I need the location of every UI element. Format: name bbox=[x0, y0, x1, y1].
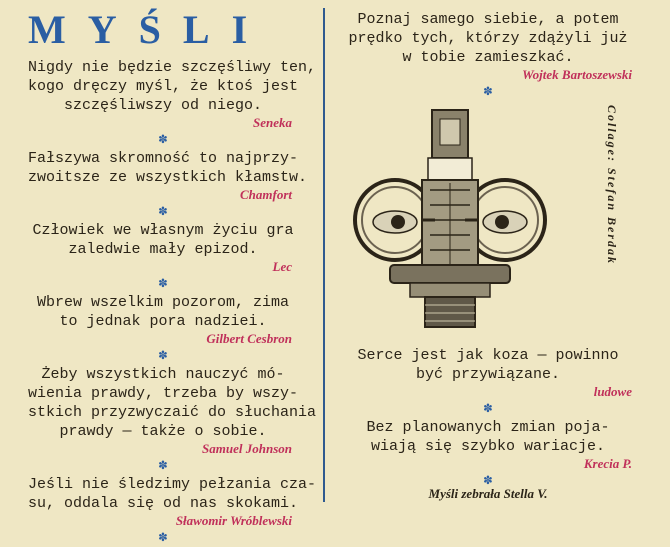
quote-block-6 bbox=[28, 475, 317, 547]
compiler-credit: Myśli zebrała Stella V. bbox=[428, 486, 548, 501]
asterisk-separator-icon: ✽ bbox=[158, 132, 168, 148]
asterisk-separator-icon: ✽ bbox=[158, 530, 168, 546]
asterisk-separator-icon: ✽ bbox=[158, 458, 168, 474]
quote-text: Poznaj samego siebie, a potem prędko tych, którzy zdążyli już w tobie zamieszkać. bbox=[348, 11, 628, 66]
quote-block-3 bbox=[28, 221, 298, 293]
quote-text: Wbrew wszelkim pozorom, zima to jednak pora nadziei. bbox=[36, 294, 290, 330]
quote-block-2 bbox=[28, 149, 308, 221]
quote-block-4 bbox=[28, 293, 298, 365]
quote-text: Żeby wszystkich nauczyć mó- wienia prawdy, trzeba by wszy- stkich przyzwyczaić do słuchania prawdy — także o sobie. bbox=[28, 366, 317, 440]
quote-author: Sławomir Wróblewski bbox=[175, 513, 292, 528]
column-divider bbox=[323, 8, 325, 502]
quote-author: Seneka bbox=[253, 115, 292, 130]
quote-text: Fałszywa skromność to najprzy- zwoitsze ze wszystkich kłamstw. bbox=[28, 150, 308, 186]
asterisk-separator-icon: ✽ bbox=[158, 276, 168, 292]
quote-author: Samuel Johnson bbox=[202, 441, 292, 456]
asterisk-separator-icon: ✽ bbox=[158, 348, 168, 364]
quote-text: Człowiek we własnym życiu gra zaledwie mały epizod. bbox=[32, 222, 294, 258]
collage-illustration bbox=[350, 105, 550, 340]
right-column-bottom bbox=[338, 346, 638, 490]
page-title: MYŚLI bbox=[28, 7, 270, 52]
quote-author: ludowe bbox=[593, 384, 632, 399]
left-column bbox=[28, 7, 317, 547]
quote-block-5 bbox=[28, 365, 317, 475]
asterisk-separator-icon: ✽ bbox=[483, 401, 493, 417]
quote-author: Gilbert Cesbron bbox=[206, 331, 292, 346]
quote-text: Nigdy nie będzie szczęśliwy ten, kogo dręczy myśl, że ktoś jest szczęśliwszy od niego. bbox=[28, 59, 317, 114]
asterisk-separator-icon: ✽ bbox=[483, 473, 493, 489]
quote-block-1 bbox=[28, 58, 317, 149]
asterisk-separator-icon: ✽ bbox=[158, 204, 168, 220]
asterisk-separator-icon: ✽ bbox=[483, 84, 493, 100]
right-column bbox=[338, 10, 638, 101]
quote-text: Jeśli nie śledzimy pełzania cza- su, oddala się od nas skokami. bbox=[28, 476, 317, 512]
quote-text: Bez planowanych zmian poja- wiają się szybko wariacje. bbox=[366, 419, 610, 455]
collage-credit: Collage: Stefan Berdak bbox=[605, 105, 619, 265]
quote-author: Lec bbox=[272, 259, 292, 274]
quote-author: Krecia P. bbox=[583, 456, 632, 471]
quote-author: Wojtek Bartoszewski bbox=[522, 67, 632, 82]
quote-text: Serce jest jak koza — powinno być przywiązane. bbox=[357, 347, 619, 383]
quote-author: Chamfort bbox=[239, 187, 292, 202]
